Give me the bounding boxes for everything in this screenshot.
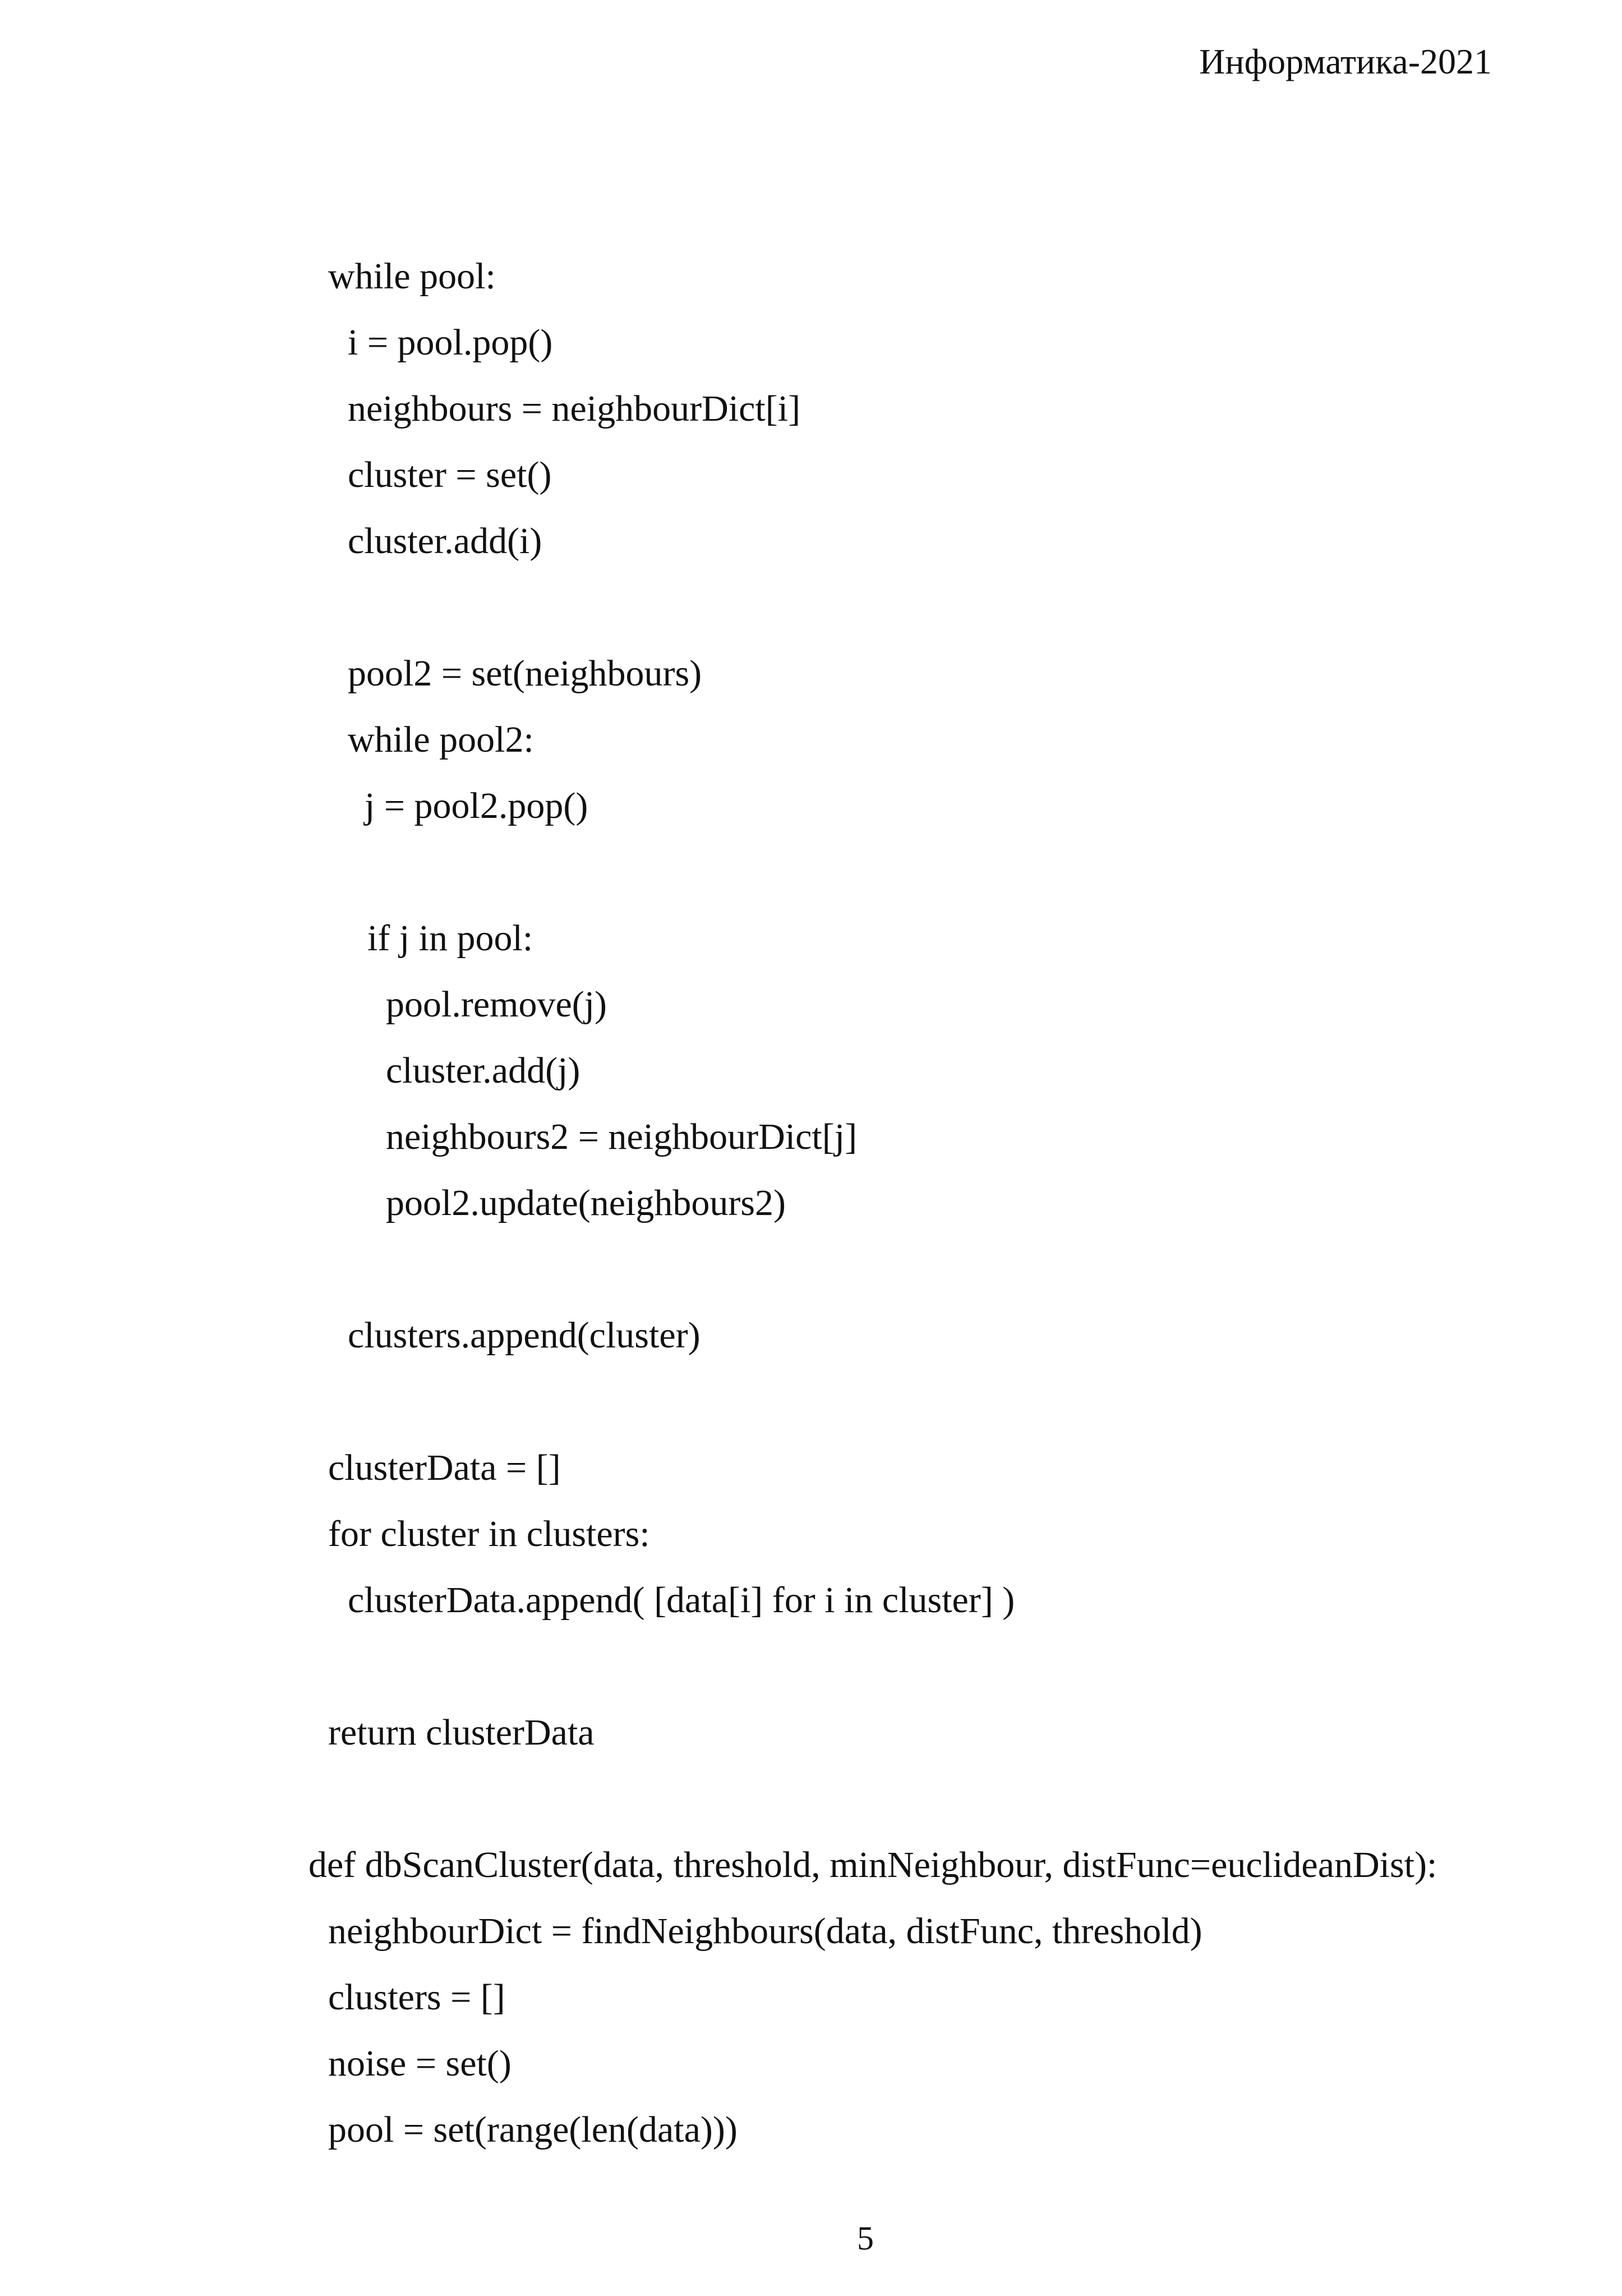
code-line: clusterData = [] [328, 1447, 561, 1488]
code-line: i = pool.pop() [348, 322, 553, 363]
code-line: noise = set() [328, 2043, 512, 2084]
code-line: clusters.append(cluster) [348, 1315, 701, 1356]
code-line: clusters = [] [328, 1977, 505, 2018]
code-line: neighbourDict = findNeighbours(data, distFunc, threshold) [328, 1911, 1202, 1952]
code-line: def dbScanCluster(data, threshold, minNeighbour, distFunc=euclideanDist): [308, 1844, 1437, 1885]
code-line: while pool2: [348, 719, 534, 760]
code-line: cluster.add(i) [348, 521, 542, 562]
code-line: if j in pool: [367, 918, 533, 959]
document-header-title: Информатика-2021 [1199, 42, 1492, 81]
code-line: pool.remove(j) [386, 984, 607, 1025]
code-line: while pool: [328, 256, 496, 297]
code-line: for cluster in clusters: [328, 1513, 650, 1554]
code-line: return clusterData [328, 1712, 595, 1753]
code-line: pool2.update(neighbours2) [386, 1182, 786, 1223]
code-line: pool2 = set(neighbours) [348, 653, 702, 694]
code-line: pool = set(range(len(data))) [328, 2109, 738, 2150]
code-line: neighbours = neighbourDict[i] [348, 388, 801, 429]
code-line: neighbours2 = neighbourDict[j] [386, 1116, 858, 1157]
code-line: j = pool2.pop() [365, 785, 588, 826]
code-line: cluster.add(j) [386, 1050, 580, 1091]
page-number: 5 [857, 2220, 874, 2257]
code-line: clusterData.append( [data[i] for i in cluster] ) [348, 1580, 1015, 1621]
code-line: cluster = set() [348, 454, 552, 495]
